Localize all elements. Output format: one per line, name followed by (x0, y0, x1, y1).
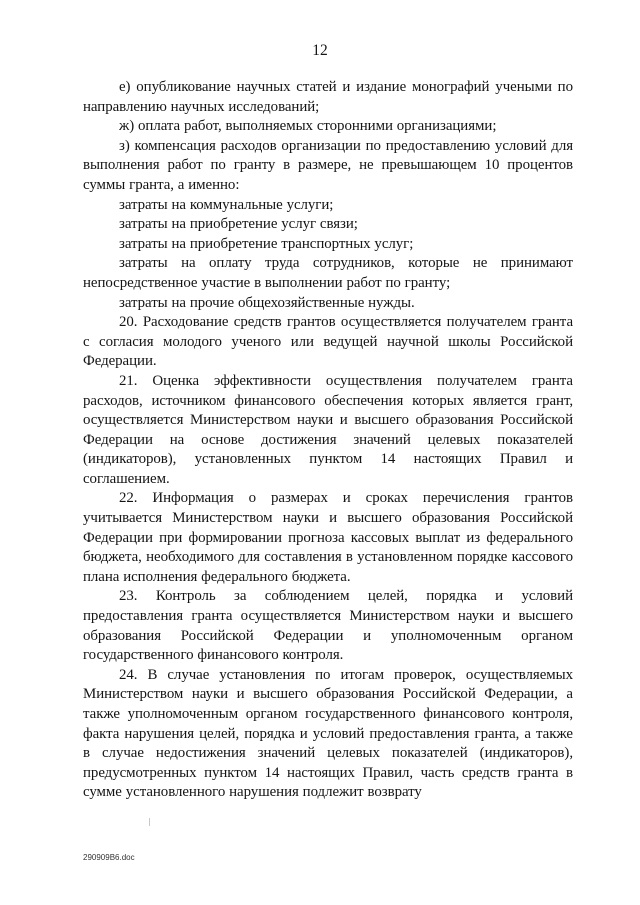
footer-filename: 290909В6.doc (83, 853, 135, 862)
paragraph-communication: затраты на приобретение услуг связи; (119, 216, 358, 233)
paragraph-utilities: затраты на коммунальные услуги; (119, 196, 334, 213)
paragraph-general-needs: затраты на прочие общехозяйственные нужды. (119, 294, 415, 311)
paragraph-salary: затраты на оплату труда сотрудников, которые не принимают непосредственное участие в выполнении работ по гранту; (83, 255, 573, 291)
paragraph-item-zh: ж) оплата работ, выполняемых сторонними организациями; (119, 118, 497, 135)
page-number: 12 (312, 42, 328, 59)
paragraph-21: 21. Оценка эффективности осуществления получателем гранта расходов, источником финансового обеспечения которых является грант, осуществляется Министерством науки и высшего образования Российской Федерации на основе достижения значений целевых показателей (индикаторов), установленных пунктом 14 настоящих Правил и соглашением. (83, 372, 573, 487)
document-body (83, 78, 573, 803)
paragraph-item-z: з) компенсация расходов организации по предоставлению условий для выполнения работ по гранту в размере, не превышающем 10 процентов суммы гранта, а именно: (83, 137, 573, 193)
paragraph-23: 23. Контроль за соблюдением целей, порядка и условий предоставления гранта осуществляется Министерством науки и высшего образования Российской Федерации и уполномоченным органом государственного финансового контроля. (83, 588, 573, 664)
paragraph-transport: затраты на приобретение транспортных услуг; (119, 235, 414, 252)
paragraph-22: 22. Информация о размерах и сроках перечисления грантов учитывается Министерством науки и высшего образования Российской Федерации при формировании прогноза кассовых выплат из федерального бюджета, необходимого для составления в установленном порядке кассового плана исполнения федерального бюджета. (83, 490, 573, 585)
scan-mark (149, 818, 150, 826)
paragraph-24: 24. В случае установления по итогам проверок, осуществляемых Министерством науки и высшего образования Российской Федерации, а также уполномоченным органом государственного финансового контроля, факта нарушения целей, порядка и условий предоставления гранта, а также в случае недостижения значений целевых показателей (индикаторов), предусмотренных пунктом 14 настоящих Правил, часть средств гранта в сумме установленного нарушения подлежит возврату (83, 666, 573, 801)
paragraph-item-e: е) опубликование научных статей и издание монографий учеными по направлению научных исследований; (83, 79, 573, 115)
paragraph-20: 20. Расходование средств грантов осуществляется получателем гранта с согласия молодого ученого или ведущей научной школы Российской Федерации. (83, 314, 573, 370)
